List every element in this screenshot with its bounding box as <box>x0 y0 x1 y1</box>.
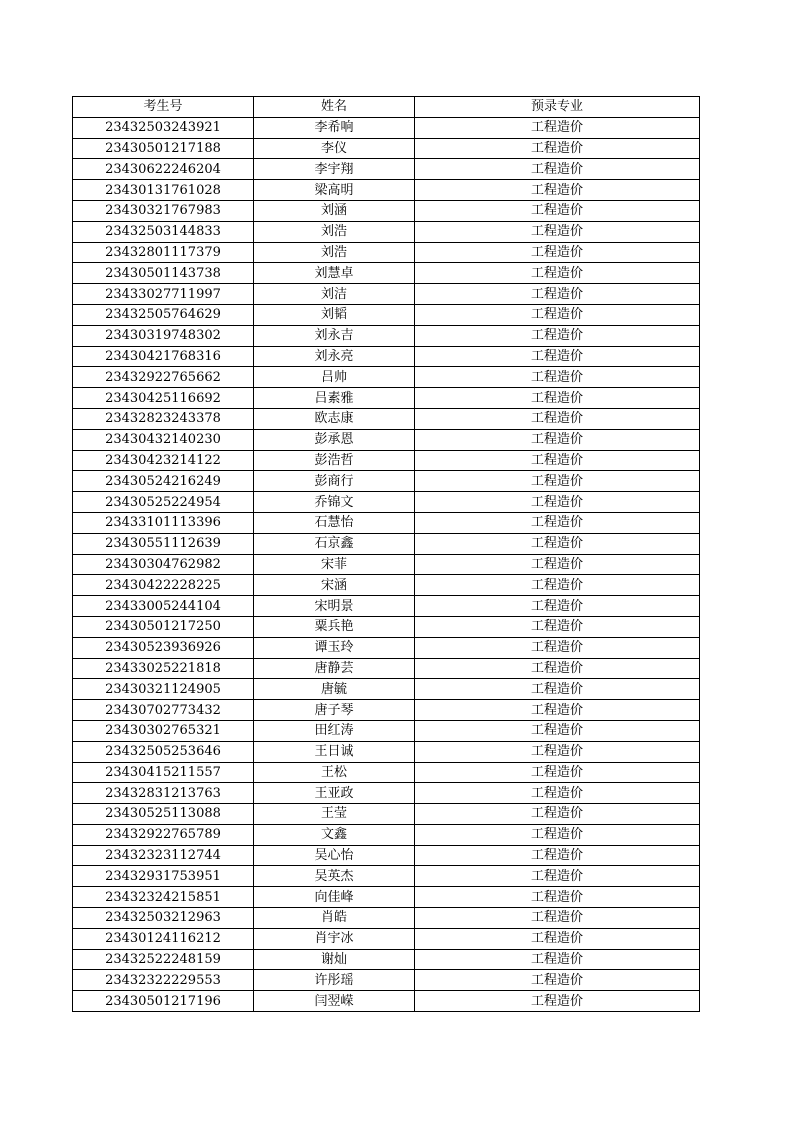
column-header-name: 姓名 <box>254 97 415 118</box>
cell-exam-id: 23432322229553 <box>73 970 254 991</box>
cell-name: 王松 <box>254 762 415 783</box>
table-row <box>73 367 700 388</box>
cell-major: 工程造价 <box>415 845 700 866</box>
cell-name: 向佳峰 <box>254 887 415 908</box>
cell-exam-id: 23432922765789 <box>73 824 254 845</box>
table-row <box>73 658 700 679</box>
column-header-major: 预录专业 <box>415 97 700 118</box>
cell-name: 刘浩 <box>254 221 415 242</box>
table-row <box>73 991 700 1012</box>
table-row <box>73 908 700 929</box>
table-row <box>73 970 700 991</box>
cell-exam-id: 23432323112744 <box>73 845 254 866</box>
table-row <box>73 720 700 741</box>
table-row <box>73 575 700 596</box>
table-row <box>73 429 700 450</box>
cell-name: 石京鑫 <box>254 533 415 554</box>
cell-name: 彭承恩 <box>254 429 415 450</box>
cell-major: 工程造价 <box>415 991 700 1012</box>
cell-name: 许彤瑶 <box>254 970 415 991</box>
cell-major: 工程造价 <box>415 679 700 700</box>
cell-name: 宋涵 <box>254 575 415 596</box>
cell-name: 宋菲 <box>254 554 415 575</box>
cell-exam-id: 23432922765662 <box>73 367 254 388</box>
cell-exam-id: 23430131761028 <box>73 180 254 201</box>
cell-exam-id: 23432505764629 <box>73 304 254 325</box>
cell-name: 彭浩哲 <box>254 450 415 471</box>
cell-name: 王亚政 <box>254 783 415 804</box>
cell-major: 工程造价 <box>415 866 700 887</box>
cell-exam-id: 23432801117379 <box>73 242 254 263</box>
table-row <box>73 554 700 575</box>
cell-exam-id: 23432823243378 <box>73 408 254 429</box>
table-row <box>73 512 700 533</box>
cell-name: 梁高明 <box>254 180 415 201</box>
cell-major: 工程造价 <box>415 200 700 221</box>
cell-exam-id: 23432503212963 <box>73 908 254 929</box>
cell-exam-id: 23432831213763 <box>73 783 254 804</box>
cell-major: 工程造价 <box>415 533 700 554</box>
cell-exam-id: 23430124116212 <box>73 928 254 949</box>
table-header <box>73 97 700 118</box>
cell-exam-id: 23430702773432 <box>73 700 254 721</box>
cell-major: 工程造价 <box>415 762 700 783</box>
table-row <box>73 679 700 700</box>
cell-exam-id: 23430524216249 <box>73 471 254 492</box>
cell-exam-id: 23430321767983 <box>73 200 254 221</box>
table-row <box>73 845 700 866</box>
cell-exam-id: 23430501143738 <box>73 263 254 284</box>
cell-exam-id: 23430304762982 <box>73 554 254 575</box>
table-row <box>73 596 700 617</box>
cell-exam-id: 23432522248159 <box>73 949 254 970</box>
cell-major: 工程造价 <box>415 117 700 138</box>
cell-name: 李希响 <box>254 117 415 138</box>
column-header-exam-id: 考生号 <box>73 97 254 118</box>
cell-major: 工程造价 <box>415 658 700 679</box>
cell-exam-id: 23432503243921 <box>73 117 254 138</box>
cell-major: 工程造价 <box>415 429 700 450</box>
table-row <box>73 533 700 554</box>
cell-name: 王莹 <box>254 804 415 825</box>
table-row <box>73 762 700 783</box>
cell-major: 工程造价 <box>415 388 700 409</box>
cell-name: 宋明景 <box>254 596 415 617</box>
cell-name: 唐子琴 <box>254 700 415 721</box>
cell-exam-id: 23430319748302 <box>73 325 254 346</box>
cell-exam-id: 23432505253646 <box>73 741 254 762</box>
cell-major: 工程造价 <box>415 471 700 492</box>
cell-exam-id: 23430415211557 <box>73 762 254 783</box>
cell-major: 工程造价 <box>415 554 700 575</box>
cell-major: 工程造价 <box>415 700 700 721</box>
admission-list-sheet <box>72 96 699 1012</box>
cell-name: 粟兵艳 <box>254 616 415 637</box>
cell-major: 工程造价 <box>415 325 700 346</box>
cell-major: 工程造价 <box>415 346 700 367</box>
admission-table <box>72 96 700 1012</box>
cell-major: 工程造价 <box>415 637 700 658</box>
cell-name: 肖宇冰 <box>254 928 415 949</box>
cell-major: 工程造价 <box>415 284 700 305</box>
cell-exam-id: 23430425116692 <box>73 388 254 409</box>
cell-major: 工程造价 <box>415 138 700 159</box>
table-row <box>73 471 700 492</box>
table-row <box>73 450 700 471</box>
cell-major: 工程造价 <box>415 949 700 970</box>
table-row <box>73 117 700 138</box>
cell-major: 工程造价 <box>415 180 700 201</box>
cell-major: 工程造价 <box>415 928 700 949</box>
cell-name: 李宇翔 <box>254 159 415 180</box>
cell-name: 刘韬 <box>254 304 415 325</box>
table-row <box>73 741 700 762</box>
cell-major: 工程造价 <box>415 720 700 741</box>
cell-major: 工程造价 <box>415 887 700 908</box>
cell-major: 工程造价 <box>415 367 700 388</box>
cell-exam-id: 23430321124905 <box>73 679 254 700</box>
table-row <box>73 492 700 513</box>
cell-name: 刘浩 <box>254 242 415 263</box>
table-row <box>73 221 700 242</box>
cell-major: 工程造价 <box>415 242 700 263</box>
cell-exam-id: 23433025221818 <box>73 658 254 679</box>
cell-exam-id: 23430551112639 <box>73 533 254 554</box>
cell-major: 工程造价 <box>415 741 700 762</box>
table-row <box>73 263 700 284</box>
cell-name: 刘洁 <box>254 284 415 305</box>
table-row <box>73 804 700 825</box>
cell-exam-id: 23430501217188 <box>73 138 254 159</box>
cell-name: 刘涵 <box>254 200 415 221</box>
cell-name: 吕素雅 <box>254 388 415 409</box>
table-row <box>73 304 700 325</box>
cell-exam-id: 23430523936926 <box>73 637 254 658</box>
cell-name: 田红涛 <box>254 720 415 741</box>
cell-name: 肖皓 <box>254 908 415 929</box>
table-row <box>73 824 700 845</box>
cell-exam-id: 23430525113088 <box>73 804 254 825</box>
table-row <box>73 616 700 637</box>
table-row <box>73 783 700 804</box>
cell-exam-id: 23430423214122 <box>73 450 254 471</box>
cell-major: 工程造价 <box>415 159 700 180</box>
cell-exam-id: 23430501217250 <box>73 616 254 637</box>
cell-major: 工程造价 <box>415 575 700 596</box>
cell-exam-id: 23430525224954 <box>73 492 254 513</box>
cell-exam-id: 23430622246204 <box>73 159 254 180</box>
cell-exam-id: 23430501217196 <box>73 991 254 1012</box>
cell-major: 工程造价 <box>415 512 700 533</box>
table-row <box>73 159 700 180</box>
cell-major: 工程造价 <box>415 596 700 617</box>
table-row <box>73 325 700 346</box>
cell-name: 文鑫 <box>254 824 415 845</box>
table-row <box>73 388 700 409</box>
cell-exam-id: 23432324215851 <box>73 887 254 908</box>
cell-name: 谭玉玲 <box>254 637 415 658</box>
cell-major: 工程造价 <box>415 824 700 845</box>
cell-name: 吕帅 <box>254 367 415 388</box>
cell-name: 吴心怡 <box>254 845 415 866</box>
cell-exam-id: 23430302765321 <box>73 720 254 741</box>
cell-major: 工程造价 <box>415 304 700 325</box>
cell-major: 工程造价 <box>415 450 700 471</box>
cell-name: 乔锦文 <box>254 492 415 513</box>
cell-name: 刘永吉 <box>254 325 415 346</box>
cell-exam-id: 23432931753951 <box>73 866 254 887</box>
table-row <box>73 928 700 949</box>
table-row <box>73 887 700 908</box>
table-row <box>73 284 700 305</box>
cell-major: 工程造价 <box>415 616 700 637</box>
cell-major: 工程造价 <box>415 221 700 242</box>
cell-major: 工程造价 <box>415 970 700 991</box>
cell-name: 欧志康 <box>254 408 415 429</box>
cell-name: 闫翌嵘 <box>254 991 415 1012</box>
cell-exam-id: 23433005244104 <box>73 596 254 617</box>
cell-major: 工程造价 <box>415 908 700 929</box>
cell-name: 李仪 <box>254 138 415 159</box>
cell-major: 工程造价 <box>415 804 700 825</box>
table-body <box>73 117 700 1011</box>
cell-name: 彭商行 <box>254 471 415 492</box>
cell-major: 工程造价 <box>415 263 700 284</box>
cell-name: 刘慧卓 <box>254 263 415 284</box>
table-row <box>73 866 700 887</box>
table-row <box>73 346 700 367</box>
cell-exam-id: 23430432140230 <box>73 429 254 450</box>
table-row <box>73 700 700 721</box>
table-row <box>73 949 700 970</box>
table-row <box>73 200 700 221</box>
table-row <box>73 637 700 658</box>
cell-major: 工程造价 <box>415 408 700 429</box>
table-row <box>73 408 700 429</box>
cell-exam-id: 23432503144833 <box>73 221 254 242</box>
cell-name: 唐毓 <box>254 679 415 700</box>
cell-name: 刘永亮 <box>254 346 415 367</box>
cell-major: 工程造价 <box>415 783 700 804</box>
cell-name: 王日诚 <box>254 741 415 762</box>
cell-name: 唐静芸 <box>254 658 415 679</box>
cell-exam-id: 23430422228225 <box>73 575 254 596</box>
header-row <box>73 97 700 118</box>
cell-exam-id: 23433101113396 <box>73 512 254 533</box>
cell-name: 谢灿 <box>254 949 415 970</box>
cell-name: 吴英杰 <box>254 866 415 887</box>
cell-exam-id: 23430421768316 <box>73 346 254 367</box>
table-row <box>73 180 700 201</box>
table-row <box>73 242 700 263</box>
cell-major: 工程造价 <box>415 492 700 513</box>
cell-name: 石慧怡 <box>254 512 415 533</box>
cell-exam-id: 23433027711997 <box>73 284 254 305</box>
table-row <box>73 138 700 159</box>
